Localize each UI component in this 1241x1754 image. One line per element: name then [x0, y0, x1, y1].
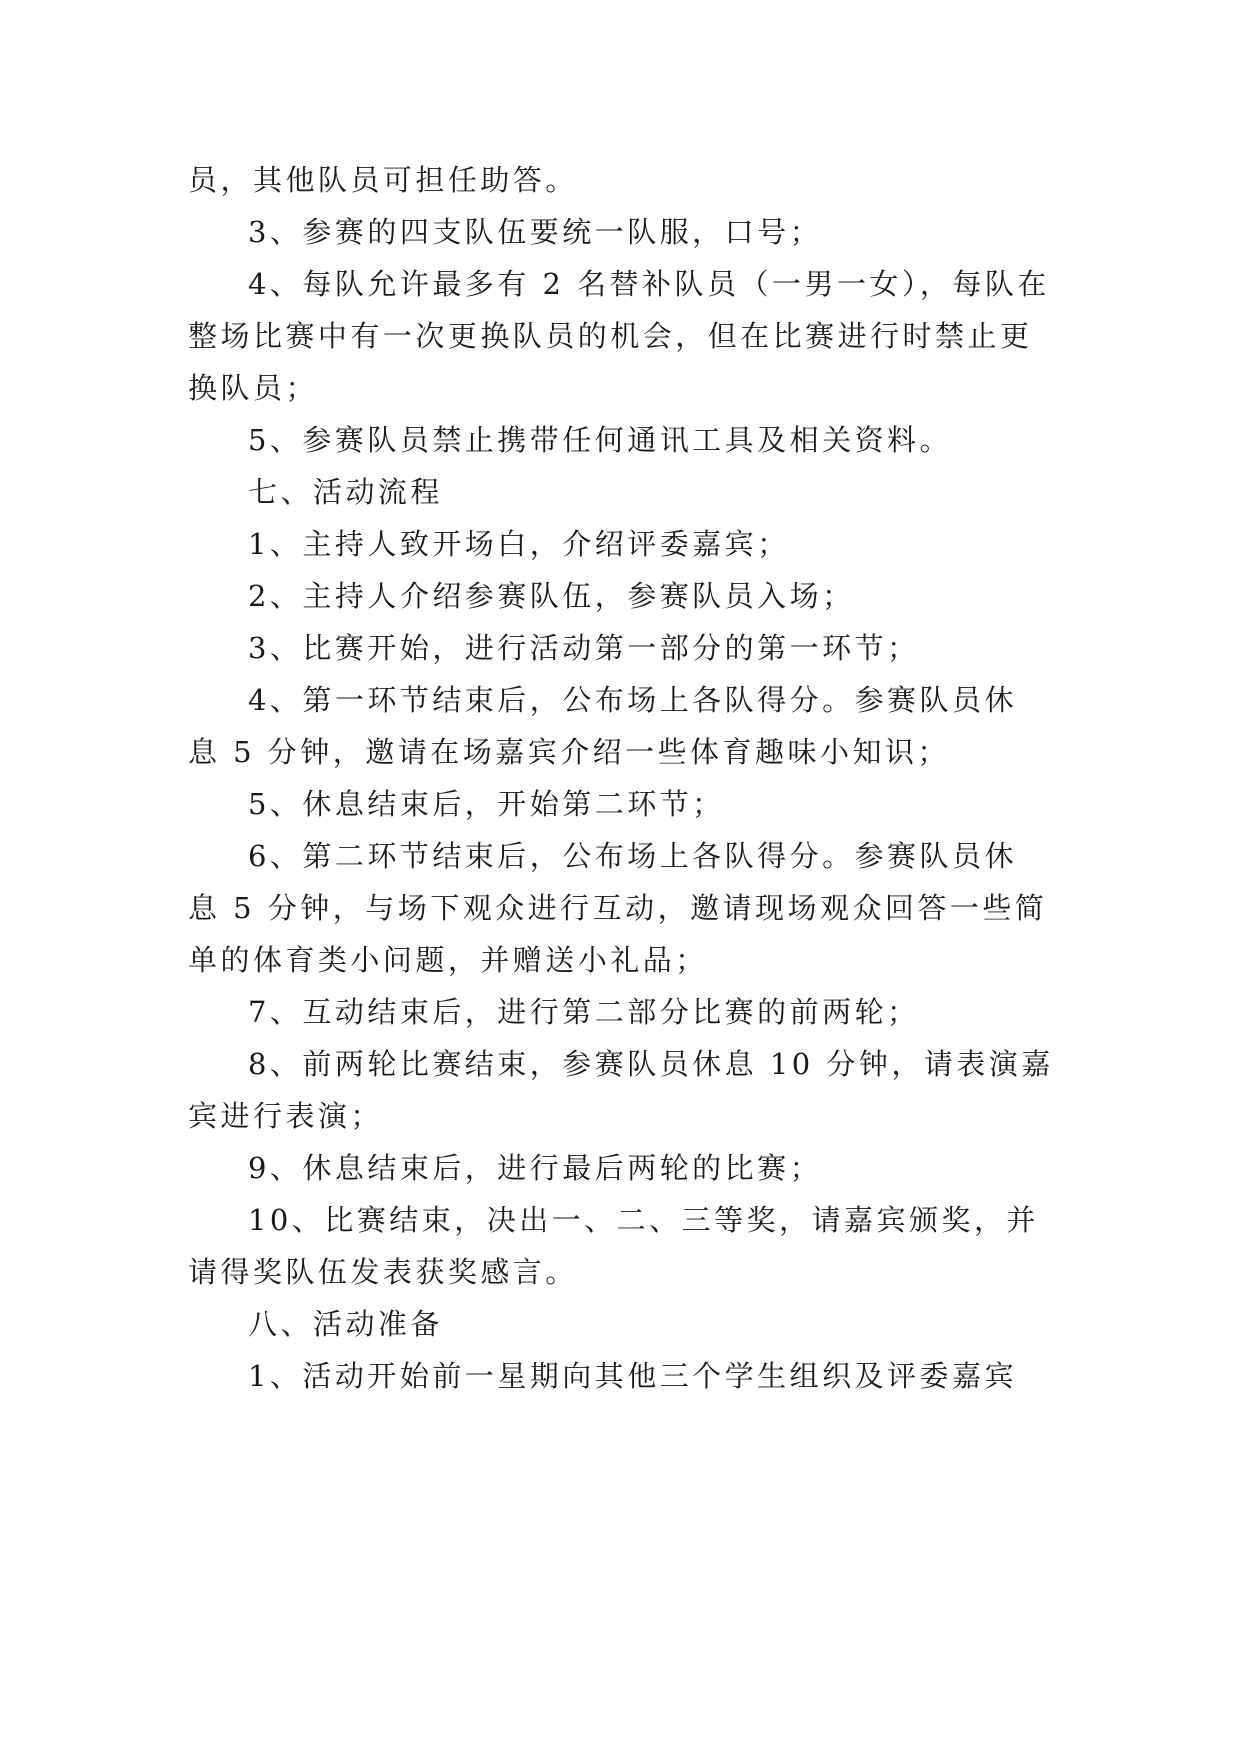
- text-line: 6、第二环节结束后，公布场上各队得分。参赛队员休: [248, 839, 1017, 873]
- text-line: 7、互动结束后，进行第二部分比赛的前两轮；: [248, 995, 920, 1029]
- text-line: 请得奖队伍发表获奖感言。: [188, 1255, 578, 1289]
- text-line: 3、比赛开始，进行活动第一部分的第一环节；: [248, 631, 920, 665]
- text-line: 2、主持人介绍参赛队伍，参赛队员入场；: [248, 579, 855, 613]
- text-line: 8、前两轮比赛结束，参赛队员休息 10 分钟，请表演嘉: [248, 1047, 1054, 1081]
- text-line: 10、比赛结束，决出一、二、三等奖，请嘉宾颁奖，并: [248, 1203, 1039, 1237]
- text-line: 1、主持人致开场白，介绍评委嘉宾；: [248, 527, 790, 561]
- text-line: 息 5 分钟，邀请在场嘉宾介绍一些体育趣味小知识；: [188, 735, 950, 769]
- text-line: 5、休息结束后，开始第二环节；: [248, 787, 725, 821]
- text-line: 9、休息结束后，进行最后两轮的比赛；: [248, 1151, 823, 1185]
- text-line: 5、参赛队员禁止携带任何通讯工具及相关资料。: [248, 423, 953, 457]
- text-line: 4、第一环节结束后，公布场上各队得分。参赛队员休: [248, 683, 1017, 717]
- text-line: 1、活动开始前一星期向其他三个学生组织及评委嘉宾: [248, 1359, 1017, 1393]
- text-line: 员，其他队员可担任助答。: [188, 163, 578, 197]
- text-line: 整场比赛中有一次更换队员的机会，但在比赛进行时禁止更: [188, 319, 1033, 353]
- text-line: 息 5 分钟，与场下观众进行互动，邀请现场观众回答一些简: [188, 891, 1048, 925]
- text-line: 3、参赛的四支队伍要统一队服，口号；: [248, 215, 823, 249]
- text-line: 4、每队允许最多有 2 名替补队员（一男一女），每队在: [248, 267, 1050, 301]
- section-heading: 七、活动流程: [248, 475, 443, 509]
- text-line: 宾进行表演；: [188, 1099, 383, 1133]
- text-line: 单的体育类小问题，并赠送小礼品；: [188, 943, 708, 977]
- text-line: 换队员；: [188, 371, 318, 405]
- section-heading: 八、活动准备: [248, 1307, 443, 1341]
